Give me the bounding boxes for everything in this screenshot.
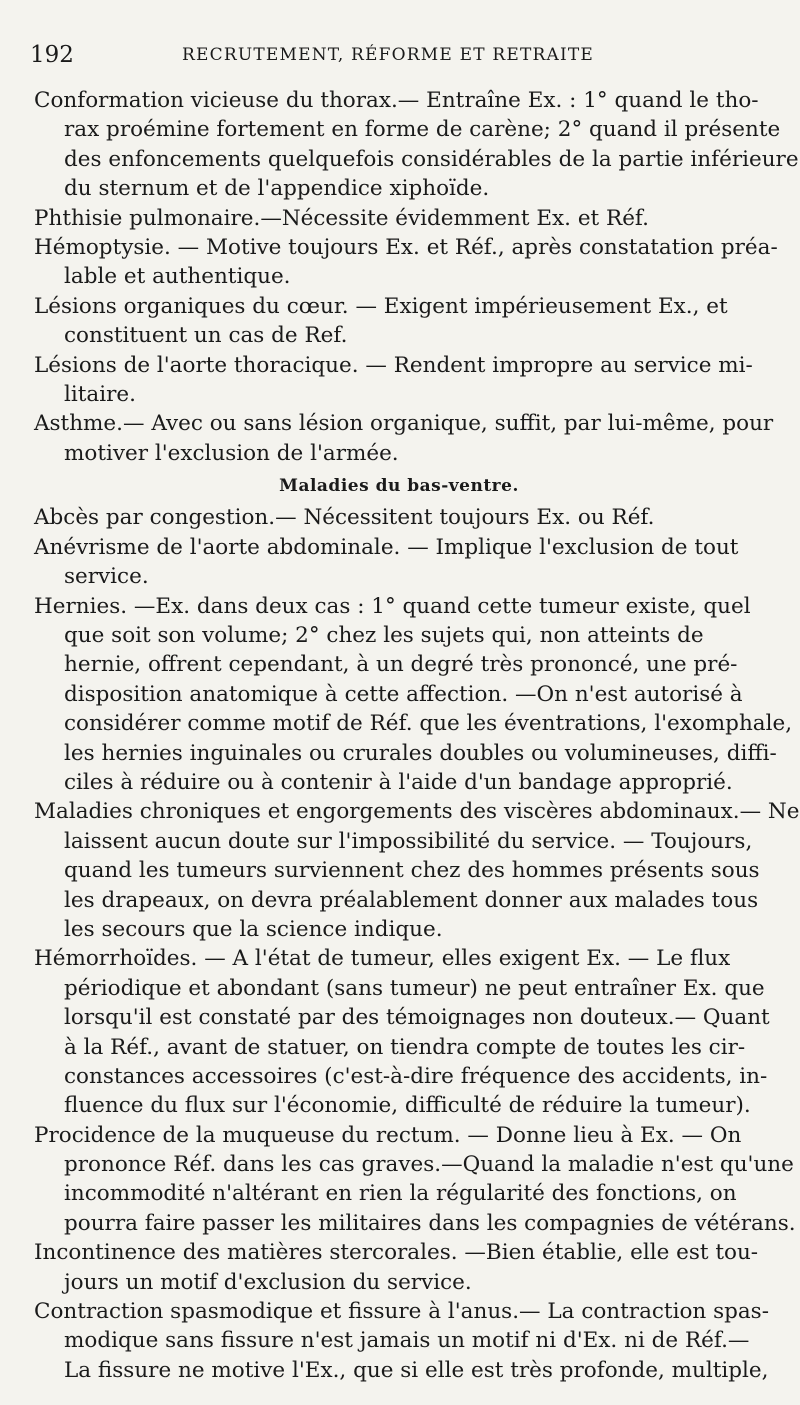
running-head (0, 40, 800, 76)
entry-first-line: Phthisie pulmonaire.—Nécessite évidemment Ex. et Réf. (34, 205, 649, 231)
entry-line: disposition anatomique à cette affection. —On n'est autorisé à (64, 681, 743, 707)
entry-line: laissent aucun doute sur l'impossibilité du service. — Toujours, (64, 828, 753, 854)
entry-first-line: Contraction spasmodique et fissure à l'anus.— La contraction spas- (34, 1299, 769, 1325)
entry-line: les drapeaux, on devra préalablement donner aux malades tous (64, 887, 759, 913)
entry-line: que soit son volume; 2° chez les sujets qui, non atteints de (64, 623, 704, 649)
entry-line: lorsqu'il est constaté par des témoignages non douteux.— Quant (64, 1005, 770, 1031)
entry-line: modique sans fissure n'est jamais un motif ni d'Ex. ni de Réf.— (64, 1328, 750, 1354)
entry-line: ciles à réduire ou à contenir à l'aide d'un bandage approprié. (64, 769, 733, 795)
entry-first-line: Conformation vicieuse du thorax.— Entraîne Ex. : 1° quand le tho- (34, 88, 759, 113)
dictionary-entry (34, 944, 770, 1120)
entry-line: des enfoncements quelquefois considérables de la partie inférieure (64, 146, 799, 172)
entry-line: incommodité n'altérant en rien la régularité des fonctions, on (64, 1181, 737, 1207)
dictionary-entry (34, 592, 793, 798)
entry-line: les hernies inguinales ou crurales doubles ou volumineuses, diffi- (64, 740, 777, 766)
entry-first-line: Lésions de l'aorte thoracique. — Rendent impropre au service mi- (34, 352, 753, 378)
entry-first-line: Hernies. —Ex. dans deux cas : 1° quand cette tumeur existe, quel (34, 593, 751, 619)
entry-line: les secours que la science indique. (64, 916, 443, 942)
entry-line: motiver l'exclusion de l'armée. (64, 440, 399, 466)
entry-line: lable et authentique. (64, 264, 291, 290)
entry-line: hernie, offrent cependant, à un degré très prononcé, une pré- (64, 652, 738, 678)
dictionary-entry (34, 351, 764, 410)
dictionary-entry (34, 233, 778, 292)
entry-line: service. (64, 564, 149, 590)
entry-first-line: Lésions organiques du cœur. — Exigent impérieusement Ex., et (34, 293, 728, 319)
entry-line: périodique et abondant (sans tumeur) ne peut entraîner Ex. que (64, 975, 765, 1001)
entry-line: fluence du flux sur l'économie, difficulté de réduire la tumeur). (64, 1093, 751, 1119)
entry-line: considérer comme motif de Réf. que les éventrations, l'exomphale, (64, 711, 793, 737)
dictionary-entry (34, 1121, 796, 1239)
section-heading: Maladies du bas-ventre. (279, 476, 519, 497)
entry-first-line: Incontinence des matières stercorales. —Bien établie, elle est tou- (34, 1240, 759, 1266)
entries-bottom (34, 503, 800, 1385)
dictionary-entry (34, 1297, 769, 1385)
dictionary-entry (34, 503, 764, 532)
dictionary-entry (34, 204, 764, 233)
dictionary-entry (34, 1238, 764, 1297)
entry-line: litaire. (64, 381, 136, 407)
entry-first-line: Anévrisme de l'aorte abdominale. — Implique l'exclusion de tout (34, 534, 739, 560)
entry-line: à la Réf., avant de statuer, on tiendra compte de toutes les cir- (64, 1034, 746, 1060)
page-body (34, 86, 800, 1385)
entry-first-line: Asthme.— Avec ou sans lésion organique, suffit, par lui-même, pour (34, 411, 774, 437)
dictionary-entry (34, 797, 800, 944)
page-number: 192 (30, 42, 74, 68)
dictionary-entry (34, 409, 774, 468)
entry-line: constituent un cas de Ref. (64, 323, 348, 349)
entry-line: La fissure ne motive l'Ex., que si elle est très profonde, multiple, (64, 1357, 769, 1383)
entry-line: du sternum et de l'appendice xiphoïde. (64, 176, 490, 202)
entry-first-line: Abcès par congestion.— Nécessitent toujours Ex. ou Réf. (34, 505, 655, 531)
entries-top (34, 86, 799, 468)
entry-first-line: Procidence de la muqueuse du rectum. — Donne lieu à Ex. — On (34, 1122, 742, 1148)
dictionary-entry (34, 86, 799, 204)
entry-line: jours un motif d'exclusion du service. (64, 1269, 472, 1295)
entry-first-line: Maladies chroniques et engorgements des viscères abdominaux.— Ne (34, 799, 800, 825)
dictionary-entry (34, 292, 764, 351)
entry-line: pourra faire passer les militaires dans les compagnies de vétérans. (64, 1210, 796, 1236)
dictionary-entry (34, 533, 764, 592)
entry-line: quand les tumeurs surviennent chez des hommes présents sous (64, 858, 760, 884)
entry-line: constances accessoires (c'est-à-dire fréquence des accidents, in- (64, 1063, 768, 1089)
entry-line: rax proémine fortement en forme de carène; 2° quand il présente (64, 117, 781, 143)
running-title: RECRUTEMENT, RÉFORME ET RETRAITE (182, 45, 595, 65)
entry-first-line: Hémoptysie. — Motive toujours Ex. et Réf., après constatation préa- (34, 234, 778, 260)
entry-first-line: Hémorrhoïdes. — A l'état de tumeur, elles exigent Ex. — Le flux (34, 946, 731, 972)
entry-line: prononce Réf. dans les cas graves.—Quand la maladie n'est qu'une (64, 1152, 794, 1178)
